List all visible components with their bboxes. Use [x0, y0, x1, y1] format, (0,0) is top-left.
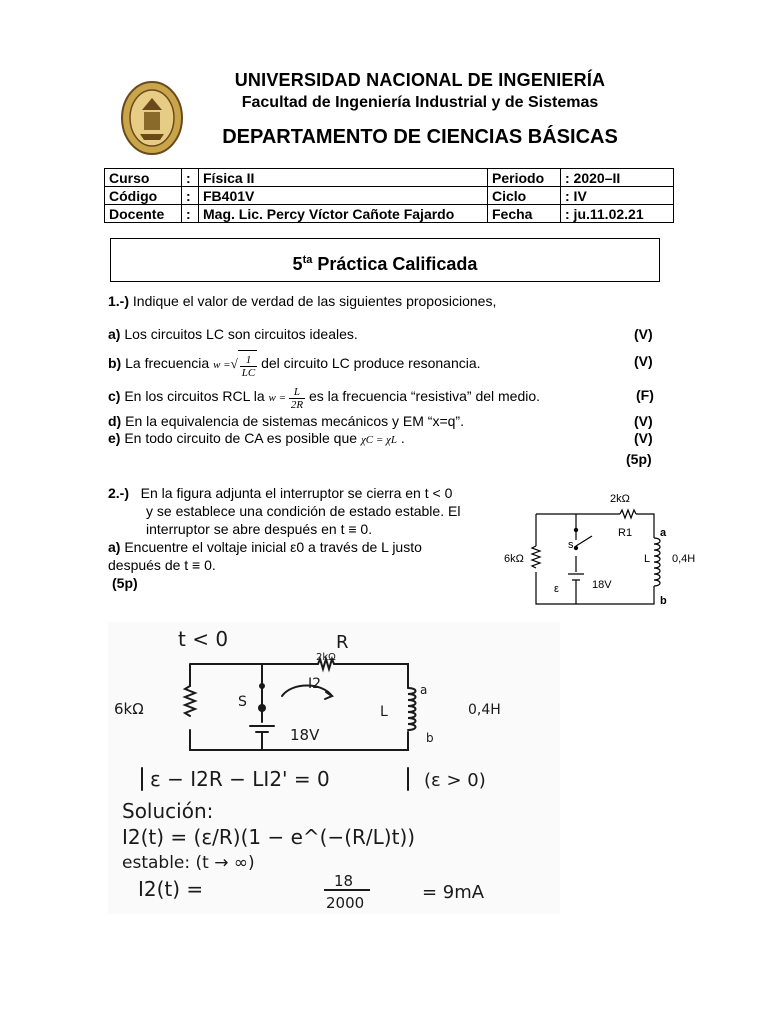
table-row: [105, 187, 674, 205]
node-dot: [574, 546, 578, 550]
sketch-time-label: t < 0: [178, 627, 229, 651]
q2-points: (5p): [112, 575, 138, 591]
eq-lhs: w =: [213, 359, 231, 371]
result-value: = 9mA: [422, 882, 485, 903]
item-text: En la equivalencia de sistemas mecánicos y EM “x=q”.: [121, 413, 464, 429]
sketch-r-label: R: [336, 632, 349, 653]
inductor-label: L: [644, 553, 651, 565]
title-number: 5: [292, 254, 303, 274]
info-value: FB401V: [199, 187, 488, 205]
result-lhs: I2(t) =: [138, 877, 204, 901]
r1-label: R1: [618, 527, 633, 539]
sketch-node: [258, 704, 266, 712]
table-row: [105, 205, 674, 223]
info-sep: :: [182, 169, 199, 187]
title-sup: ta: [302, 254, 313, 266]
eq-num: L: [289, 386, 305, 399]
sketch-r-value: 2kΩ: [316, 652, 336, 663]
sketch-a-label: a: [420, 683, 428, 697]
item-letter: d): [108, 413, 122, 429]
inductor-l: [654, 538, 660, 586]
sketch-node: [259, 683, 265, 689]
result-denominator: 2000: [326, 894, 365, 912]
node-a-label: a: [660, 527, 667, 539]
q2-text: interruptor se abre después en t ≡ 0.: [146, 521, 373, 537]
eq-lhs: w =: [268, 392, 287, 404]
info-value: : 2020–II: [561, 169, 674, 187]
circuit-diagram: [500, 486, 712, 610]
item-text: Los circuitos LC son circuitos ideales.: [120, 326, 358, 342]
eq-den: 2R: [290, 398, 304, 411]
q1-points: (5p): [626, 451, 652, 467]
q2-part-a: Encuentre el voltaje inicial ε0 a través de L justo: [120, 539, 422, 555]
answer-b: (V): [634, 353, 653, 369]
answer-d: (V): [634, 413, 653, 429]
q1-item-e: [108, 430, 405, 446]
info-value: : ju.11.02.21: [561, 205, 674, 223]
university-name: UNIVERSIDAD NACIONAL DE INGENIERÍA: [234, 70, 606, 90]
item-letter: a): [108, 326, 121, 342]
emf-label: ε: [554, 583, 559, 595]
item-letter: e): [108, 430, 121, 446]
left-resistor-label: 6kΩ: [504, 553, 524, 565]
info-label: Docente: [105, 205, 182, 223]
eq-den: LC: [241, 366, 256, 379]
r1-value: 2kΩ: [610, 493, 630, 505]
item-letter: c): [108, 388, 121, 404]
reactance-equation: χC = χL: [360, 434, 397, 446]
part-letter: a): [108, 539, 121, 555]
answer-a: (V): [634, 326, 653, 342]
info-value: Mag. Lic. Percy Víctor Cañote Fajardo: [199, 205, 488, 223]
item-text: del circuito LC produce resonancia.: [261, 355, 481, 371]
item-text: .: [397, 430, 405, 446]
exam-title: [110, 238, 660, 282]
item-text: La frecuencia: [121, 355, 210, 371]
info-label: Ciclo: [488, 187, 561, 205]
info-label: Fecha: [488, 205, 561, 223]
title-text: Práctica Calificada: [312, 254, 478, 274]
switch-battery-branch: [568, 514, 592, 604]
q2-text: y se establece una condición de estado estable. El: [146, 503, 461, 519]
info-value: Física II: [199, 169, 488, 187]
answer-e: (V): [634, 430, 653, 446]
info-value: : IV: [561, 187, 674, 205]
course-info-table: [104, 168, 674, 223]
switch-label: s: [568, 539, 574, 551]
info-sep: :: [182, 205, 199, 223]
node-b-label: b: [660, 595, 667, 607]
q1-statement: [108, 293, 496, 309]
result-numerator: 18: [334, 872, 354, 890]
q1-item-a: [108, 326, 358, 342]
info-label: Periodo: [488, 169, 561, 187]
sketch-voltage-label: 18V: [290, 726, 320, 744]
answer-c: (F): [636, 387, 654, 403]
q1-text: Indique el valor de verdad de las siguientes proposiciones,: [129, 293, 497, 309]
sketch-b-label: b: [426, 731, 434, 745]
inductance-label: 0,4H: [672, 553, 696, 565]
q1-item-c: [108, 381, 540, 411]
q2-part-a: después de t ≡ 0.: [108, 557, 216, 573]
info-label: Código: [105, 187, 182, 205]
solution-label: Solución:: [122, 799, 214, 823]
sketch-s-label: S: [238, 694, 247, 710]
handwritten-solution: [108, 622, 560, 914]
resistor-6k: [532, 546, 540, 568]
q2-statement: [108, 484, 492, 592]
sketch-6k-label: 6kΩ: [114, 700, 144, 718]
sketch-current-label: I2: [308, 676, 322, 692]
item-text: En los circuitos RCL la: [120, 388, 265, 404]
item-letter: b): [108, 355, 122, 371]
faculty-name: Facultad de Ingeniería Industrial y de Sistemas: [241, 94, 599, 111]
department-name: DEPARTAMENTO DE CIENCIAS BÁSICAS: [222, 126, 618, 148]
q1-item-b: [108, 348, 481, 378]
sketch-l-label: L: [380, 704, 388, 720]
table-row: [105, 169, 674, 187]
resistor-r1: [620, 510, 636, 518]
q2-number: 2.-): [108, 485, 129, 501]
eq-num: 1: [240, 354, 257, 367]
steady-state-label: estable: (t → ∞): [122, 853, 255, 873]
q2-text: En la figura adjunta el interruptor se cierra en t < 0: [140, 485, 453, 501]
node-dot: [574, 528, 578, 532]
item-text: En todo circuito de CA es posible que: [120, 430, 358, 446]
info-sep: :: [182, 187, 199, 205]
q1-item-d: [108, 413, 464, 429]
kirchhoff-equation: ε − I2R − LI2' = 0: [150, 767, 330, 791]
frequency-equation: w =√ $\frac{1}{LC}$: [213, 359, 257, 371]
sketch-inductance-label: 0,4H: [468, 702, 501, 718]
frequency-equation: [268, 385, 306, 411]
equation-condition: (ε > 0): [424, 770, 486, 791]
item-text: es la frecuencia “resistiva” del medio.: [308, 388, 541, 404]
solution-equation: I2(t) = (ε/R)(1 − e^(−(R/L)t)): [122, 825, 416, 849]
q1-number: 1.-): [108, 293, 129, 309]
info-label: Curso: [105, 169, 182, 187]
voltage-label: 18V: [592, 579, 612, 591]
